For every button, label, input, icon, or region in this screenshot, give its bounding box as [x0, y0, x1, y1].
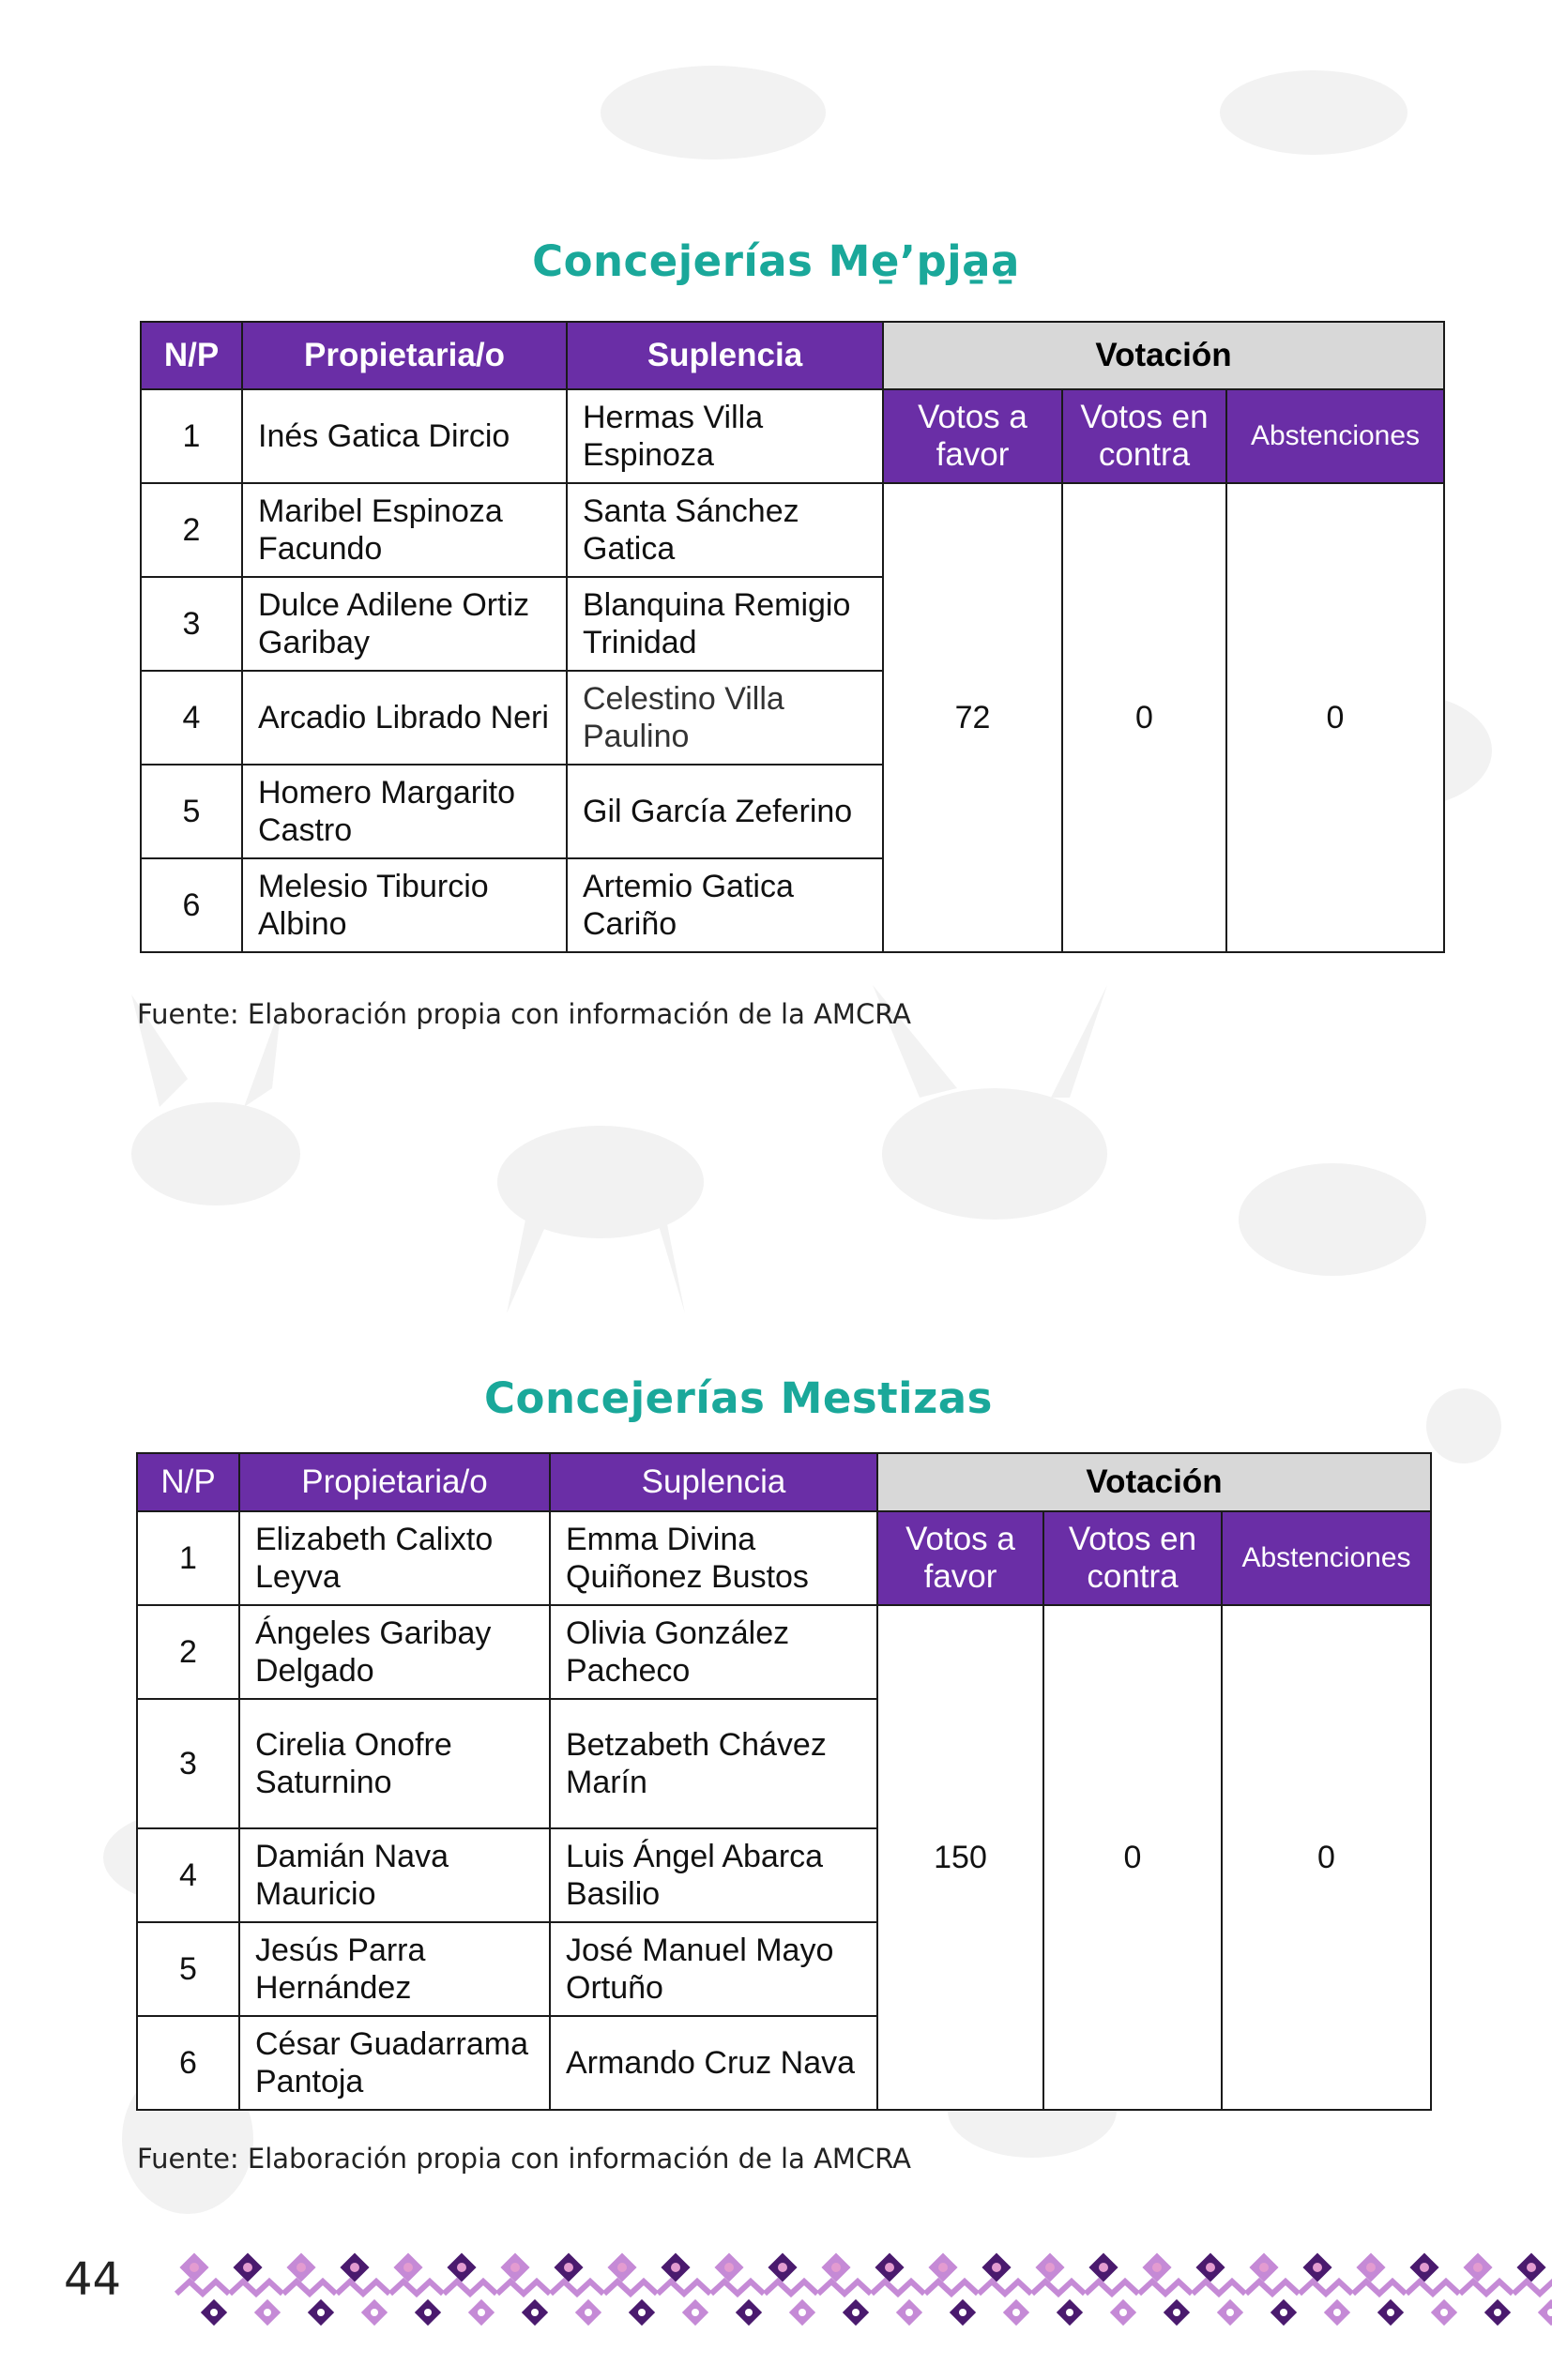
- row-owner: Inés Gatica Dircio: [242, 389, 567, 483]
- stitch-motif: [711, 2252, 764, 2326]
- contra-header: Votos en contra: [1062, 389, 1226, 483]
- np-header: N/P: [141, 322, 242, 389]
- row-substitute: José Manuel Mayo Ortuño: [550, 1922, 877, 2016]
- table2-source: Fuente: Elaboración propia con información de la AMCRA: [137, 2143, 912, 2175]
- stitch-motif: [337, 2252, 389, 2326]
- row-owner: Jesús Parra Hernández: [239, 1922, 550, 2016]
- row-owner: Maribel Espinoza Facundo: [242, 483, 567, 577]
- votacion-header: Votación: [883, 322, 1444, 389]
- votes-contra-value: 0: [1043, 1605, 1222, 2110]
- table-row: [141, 389, 1444, 483]
- row-owner: Homero Margarito Castro: [242, 765, 567, 858]
- row-substitute: Artemio Gatica Cariño: [567, 858, 883, 952]
- stitch-motif: [818, 2252, 871, 2326]
- embroidery-border: [167, 2251, 1552, 2336]
- abstenciones-value: 0: [1222, 1605, 1431, 2110]
- table2-title: Concejerías Mestizas: [484, 1373, 993, 1423]
- stitch-motif: [658, 2252, 710, 2326]
- np-header: N/P: [137, 1453, 239, 1511]
- stitch-motif: [1246, 2252, 1299, 2326]
- row-owner: Elizabeth Calixto Leyva: [239, 1511, 550, 1605]
- row-np: 4: [137, 1828, 239, 1922]
- votes-favor-value: 150: [877, 1605, 1043, 2110]
- row-substitute: Olivia González Pacheco: [550, 1605, 877, 1699]
- stitch-motif: [444, 2252, 496, 2326]
- abstenciones-header: Abstenciones: [1226, 389, 1444, 483]
- stitch-motif: [765, 2252, 817, 2326]
- stitch-motif: [176, 2252, 229, 2326]
- row-substitute: Emma Divina Quiñonez Bustos: [550, 1511, 877, 1605]
- row-np: 6: [137, 2016, 239, 2110]
- votes-contra-value: 0: [1062, 483, 1226, 952]
- row-np: 5: [137, 1922, 239, 2016]
- favor-header: Votos a favor: [877, 1511, 1043, 1605]
- table2: [136, 1452, 1432, 2111]
- owner-header: Propietaria/o: [239, 1453, 550, 1511]
- row-substitute: Betzabeth Chávez Marín: [550, 1699, 877, 1828]
- row-np: 2: [137, 1605, 239, 1699]
- substitute-header: Suplencia: [567, 322, 883, 389]
- stitch-motif: [497, 2252, 550, 2326]
- stitch-motif: [1353, 2252, 1406, 2326]
- row-np: 2: [141, 483, 242, 577]
- row-substitute: Blanquina Remigio Trinidad: [567, 577, 883, 671]
- favor-header: Votos a favor: [883, 389, 1062, 483]
- stitch-motif: [1086, 2252, 1138, 2326]
- votacion-header: Votación: [877, 1453, 1431, 1511]
- stitch-motif: [1460, 2252, 1513, 2326]
- row-np: 1: [141, 389, 242, 483]
- row-owner: Ángeles Garibay Delgado: [239, 1605, 550, 1699]
- stitch-motif: [604, 2252, 657, 2326]
- row-np: 4: [141, 671, 242, 765]
- row-substitute: Luis Ángel Abarca Basilio: [550, 1828, 877, 1922]
- stitch-motif: [872, 2252, 924, 2326]
- substitute-header: Suplencia: [550, 1453, 877, 1511]
- row-np: 3: [141, 577, 242, 671]
- stitch-motif: [1139, 2252, 1192, 2326]
- stitch-motif: [1032, 2252, 1085, 2326]
- row-np: 5: [141, 765, 242, 858]
- contra-header: Votos en contra: [1043, 1511, 1222, 1605]
- row-np: 1: [137, 1511, 239, 1605]
- row-owner: Cirelia Onofre Saturnino: [239, 1699, 550, 1828]
- table-row: [137, 1605, 1431, 1699]
- stitch-motif: [1193, 2252, 1245, 2326]
- stitch-motif: [551, 2252, 603, 2326]
- stitch-motif: [283, 2252, 336, 2326]
- abstenciones-value: 0: [1226, 483, 1444, 952]
- table1-source: Fuente: Elaboración propia con información de la AMCRA: [137, 998, 912, 1030]
- stitch-motif: [925, 2252, 978, 2326]
- row-substitute: Celestino Villa Paulino: [567, 671, 883, 765]
- row-substitute: Santa Sánchez Gatica: [567, 483, 883, 577]
- row-substitute: Hermas Villa Espinoza: [567, 389, 883, 483]
- owner-header: Propietaria/o: [242, 322, 567, 389]
- row-owner: César Guadarrama Pantoja: [239, 2016, 550, 2110]
- row-owner: Melesio Tiburcio Albino: [242, 858, 567, 952]
- stitch-motif: [1407, 2252, 1459, 2326]
- table-row: [137, 1511, 1431, 1605]
- table1: [140, 321, 1445, 953]
- row-substitute: Gil García Zeferino: [567, 765, 883, 858]
- row-owner: Damián Nava Mauricio: [239, 1828, 550, 1922]
- table1-title: Concejerías Me̱’pja̱a̱: [532, 236, 1020, 286]
- row-substitute: Armando Cruz Nava: [550, 2016, 877, 2110]
- stitch-motif: [1514, 2252, 1552, 2326]
- row-owner: Dulce Adilene Ortiz Garibay: [242, 577, 567, 671]
- stitch-motif: [1300, 2252, 1352, 2326]
- table-row: [141, 483, 1444, 577]
- stitch-motif: [230, 2252, 282, 2326]
- row-np: 3: [137, 1699, 239, 1828]
- row-np: 6: [141, 858, 242, 952]
- stitch-motif: [390, 2252, 443, 2326]
- page-number: 44: [64, 2253, 122, 2306]
- stitch-motif: [979, 2252, 1031, 2326]
- row-owner: Arcadio Librado Neri: [242, 671, 567, 765]
- votes-favor-value: 72: [883, 483, 1062, 952]
- abstenciones-header: Abstenciones: [1222, 1511, 1431, 1605]
